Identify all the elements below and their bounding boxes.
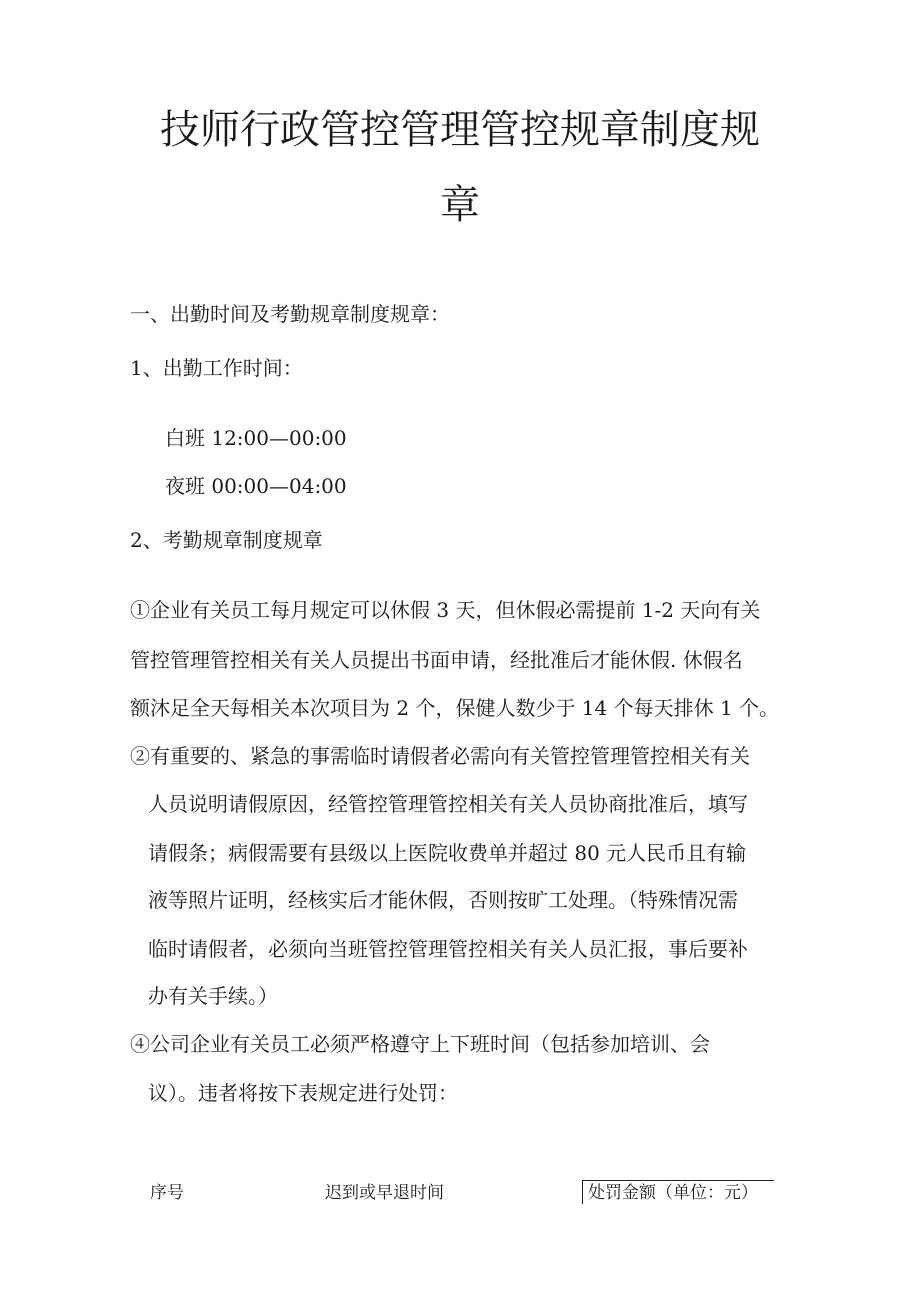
rule-2-line-4: 液等照片证明，经核实后才能休假，否则按旷工处理。（特殊情况需 xyxy=(148,888,738,912)
section-heading-attendance: 一、出勤时间及考勤规章制度规章： xyxy=(130,302,450,326)
rule-1-line-1: ①企业有关员工每月规定可以休假 3 天，但休假必需提前 1-2 天向有关 xyxy=(130,598,761,622)
item-heading-work-hours: 1、出勤工作时间： xyxy=(130,356,303,380)
rule-2-line-5: 临时请假者，必须向当班管控管理管控相关有关人员汇报，事后要补 xyxy=(148,937,748,961)
rule-4-line-1: ④公司企业有关员工必须严格遵守上下班时间（包括参加培训、会 xyxy=(130,1032,710,1056)
table-header-serial: 序号 xyxy=(150,1183,184,1203)
rule-1-line-3: 额沐足全天每相关本次项目为 2 个，保健人数少于 14 个每天排休 1 个。 xyxy=(130,696,780,720)
rule-2-line-6: 办有关手续。） xyxy=(148,984,278,1008)
table-header-late-early-time: 迟到或早退时间 xyxy=(325,1183,444,1203)
item-heading-attendance-rules: 2、考勤规章制度规章 xyxy=(130,528,323,552)
rule-1-line-2: 管控管理管控相关有关人员提出书面申请，经批准后才能休假. 休假名 xyxy=(130,648,743,672)
table-header-penalty-amount: 处罚金额（单位：元） xyxy=(588,1183,758,1203)
rule-4-line-2: 议）。违者将按下表规定进行处罚： xyxy=(148,1081,458,1105)
rule-2-line-1: ②有重要的、紧急的事需临时请假者必需向有关管控管理管控相关有关 xyxy=(130,744,750,768)
day-shift-hours: 白班 12:00—00:00 xyxy=(165,426,347,450)
rule-2-line-2: 人员说明请假原因，经管控管理管控相关有关人员协商批准后，填写 xyxy=(148,792,748,816)
document-title-line-2: 章 xyxy=(440,182,480,228)
document-title-line-1: 技师行政管控管理管控规章制度规 xyxy=(160,107,760,153)
rule-2-line-3: 请假条；病假需要有县级以上医院收费单并超过 80 元人民币且有输 xyxy=(148,841,747,865)
night-shift-hours: 夜班 00:00—04:00 xyxy=(165,474,347,498)
